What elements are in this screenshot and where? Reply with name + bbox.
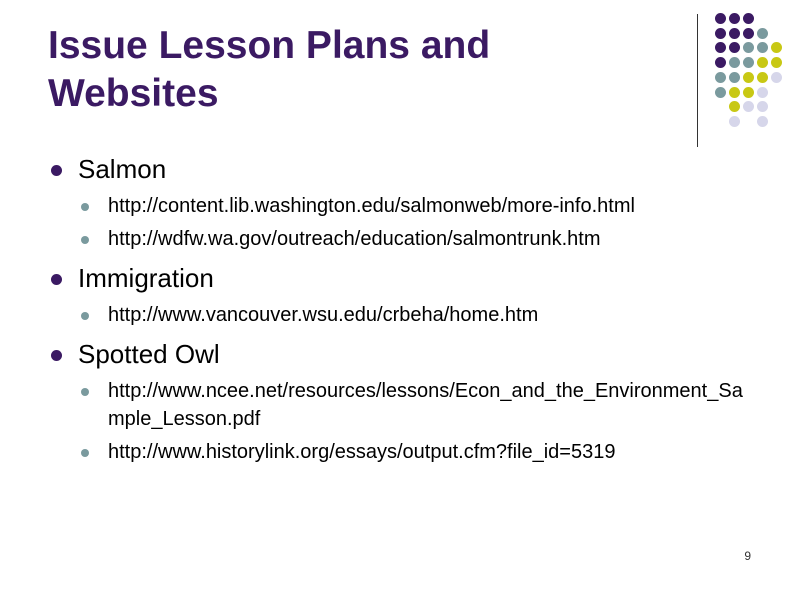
decorative-dot (757, 57, 768, 68)
list-item (48, 225, 768, 253)
link-list (48, 192, 768, 253)
topic-spotted-owl (48, 335, 768, 466)
decorative-dot (715, 13, 726, 24)
decorative-dot (757, 87, 768, 98)
link[interactable]: http://www.ncee.net/resources/lessons/Econ_and_the_Environment_Sample_Lesson.pdf (108, 380, 743, 430)
link[interactable]: http://content.lib.washington.edu/salmonweb/more-info.html (108, 195, 635, 217)
decorative-dot (771, 57, 782, 68)
decorative-dot (715, 28, 726, 39)
decorative-dot (743, 42, 754, 53)
list-item (48, 301, 768, 329)
link[interactable]: http://www.historylink.org/essays/output.cfm?file_id=5319 (108, 441, 616, 463)
decorative-dot (743, 13, 754, 24)
decorative-dot (757, 42, 768, 53)
topic-label: Spotted Owl (78, 339, 220, 369)
link-list (48, 301, 768, 329)
list-item (48, 192, 768, 220)
decorative-dot (715, 57, 726, 68)
decorative-dot (715, 87, 726, 98)
link-list (48, 377, 768, 466)
decorative-dot (757, 101, 768, 112)
list-item (48, 377, 768, 433)
decorative-dot (743, 57, 754, 68)
decorative-dot (743, 28, 754, 39)
bullet-icon (81, 236, 89, 244)
decorative-dot (743, 87, 754, 98)
topic-salmon (48, 150, 768, 253)
decorative-dot (715, 72, 726, 83)
topic-row (48, 259, 768, 297)
bullet-icon (51, 274, 62, 285)
topic-label: Immigration (78, 263, 214, 293)
link[interactable]: http://wdfw.wa.gov/outreach/education/salmontrunk.htm (108, 228, 601, 250)
list-item (48, 438, 768, 466)
decorative-dot (757, 116, 768, 127)
decorative-dot (757, 28, 768, 39)
topic-label: Salmon (78, 154, 167, 184)
title-divider (697, 14, 698, 147)
slide-content (48, 150, 768, 472)
decorative-dot (771, 42, 782, 53)
decorative-dot (743, 101, 754, 112)
topic-row (48, 335, 768, 373)
bullet-icon (81, 203, 89, 211)
bullet-icon (81, 449, 89, 457)
link[interactable]: http://www.vancouver.wsu.edu/crbeha/home.htm (108, 304, 539, 326)
decorative-dot (757, 72, 768, 83)
topic-immigration (48, 259, 768, 329)
bullet-icon (51, 350, 62, 361)
decorative-dot (729, 57, 740, 68)
decorative-dot (715, 42, 726, 53)
decorative-dot (743, 72, 754, 83)
decorative-dot (729, 87, 740, 98)
decorative-dot (771, 72, 782, 83)
decorative-dot (729, 13, 740, 24)
page-number: 9 (744, 549, 751, 563)
slide-title: Issue Lesson Plans and Websites (48, 24, 491, 115)
decorative-dot (729, 101, 740, 112)
decorative-dot (729, 42, 740, 53)
decorative-dot (729, 72, 740, 83)
decorative-dot (729, 28, 740, 39)
topic-row (48, 150, 768, 188)
bullet-icon (81, 312, 89, 320)
bullet-icon (51, 165, 62, 176)
decorative-dot-grid (712, 13, 800, 133)
decorative-dot (729, 116, 740, 127)
bullet-icon (81, 388, 89, 396)
